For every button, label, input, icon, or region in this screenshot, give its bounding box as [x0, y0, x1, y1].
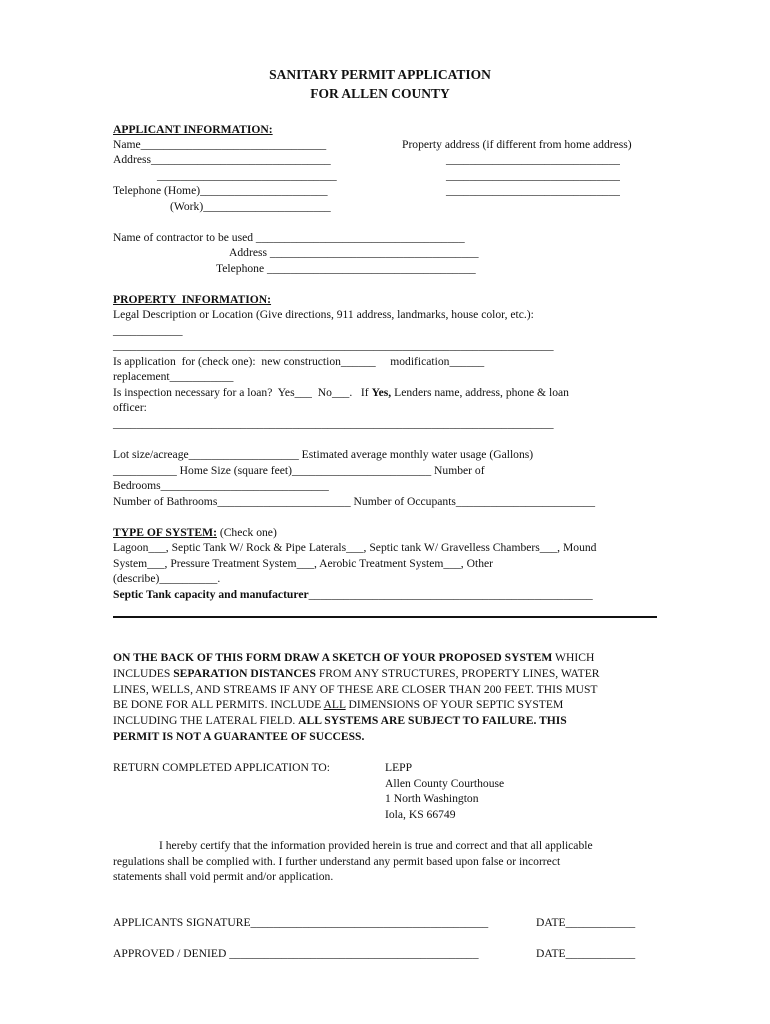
legal-description-line2[interactable]: ____________________________________________________________________________: [113, 339, 554, 352]
notice-line1-rest: WHICH: [552, 651, 595, 664]
system-type-heading: [113, 526, 277, 540]
notice-line1-bold: ON THE BACK OF THIS FORM DRAW A SKETCH OF YOUR PROPOSED SYSTEM: [113, 651, 553, 664]
replacement-field[interactable]: replacement___________: [113, 370, 234, 383]
bathrooms-occupants-field[interactable]: Number of Bathrooms_______________________ Number of Occupants________________________: [113, 495, 596, 508]
applicant-address-field[interactable]: Address_______________________________: [113, 153, 331, 166]
signature-date-field[interactable]: DATE____________: [536, 916, 636, 929]
application-type-field[interactable]: Is application for (check one): new construction______ modification______: [113, 355, 485, 368]
notice-line2-pre: INCLUDES: [113, 667, 174, 680]
septic-capacity-blank: _________________________________________________: [308, 588, 593, 601]
applicant-heading: APPLICANT INFORMATION:: [113, 123, 273, 136]
contractor-telephone-field[interactable]: Telephone ____________________________________: [216, 262, 476, 275]
property-address-label: Property address (if different from home address): [402, 138, 632, 151]
property-heading: PROPERTY INFORMATION:: [113, 293, 272, 306]
certify-line3: statements shall void permit and/or application.: [113, 870, 334, 883]
notice-line5-pre: INCLUDING THE LATERAL FIELD.: [113, 714, 299, 727]
return-address-line4: Iola, KS 66749: [385, 808, 456, 821]
notice-line2-bold: SEPARATION DISTANCES: [173, 667, 316, 680]
return-address-line3: 1 North Washington: [385, 792, 479, 805]
bedrooms-field[interactable]: Bedrooms_____________________________: [113, 479, 329, 492]
property-address-line2[interactable]: ______________________________: [446, 169, 620, 182]
return-address-line2: Allen County Courthouse: [385, 777, 505, 790]
form-title-line1: SANITARY PERMIT APPLICATION: [269, 67, 491, 82]
notice-line2: [113, 667, 600, 681]
property-address-line3[interactable]: ______________________________: [446, 184, 620, 197]
notice-line4-rest: DIMENSIONS OF YOUR SEPTIC SYSTEM: [345, 698, 564, 711]
approved-denied-field[interactable]: APPROVED / DENIED ___________________________________________: [113, 947, 479, 960]
property-address-line1[interactable]: ______________________________: [446, 153, 620, 166]
loan-inspection-question: Is inspection necessary for a loan? Yes___ No___. If: [113, 386, 372, 399]
system-options-line1[interactable]: Lagoon___, Septic Tank W/ Rock & Pipe Laterals___, Septic tank W/ Gravelless Chambers___, Mound: [113, 541, 597, 554]
home-size-field[interactable]: ___________ Home Size (square feet)________________________ Number of: [113, 464, 485, 477]
system-other-describe-field[interactable]: (describe)__________.: [113, 572, 221, 585]
notice-line2-rest: FROM ANY STRUCTURES, PROPERTY LINES, WATER: [315, 667, 600, 680]
loan-inspection-yes: Yes,: [371, 386, 392, 399]
notice-line3: LINES, WELLS, AND STREAMS IF ANY OF THESE ARE CLOSER THAN 200 FEET. THIS MUST: [113, 683, 598, 696]
form-title-line2: FOR ALLEN COUNTY: [310, 86, 450, 101]
notice-line4-pre: BE DONE FOR ALL PERMITS. INCLUDE: [113, 698, 324, 711]
return-label: RETURN COMPLETED APPLICATION TO:: [113, 761, 330, 774]
septic-capacity-label: Septic Tank capacity and manufacturer: [113, 588, 309, 601]
septic-capacity-field[interactable]: [113, 588, 593, 602]
legal-description-label: Legal Description or Location (Give directions, 911 address, landmarks, house color, etc.):: [113, 308, 534, 321]
return-address-line1: LEPP: [385, 761, 413, 774]
telephone-work-field[interactable]: (Work)______________________: [170, 200, 331, 213]
legal-description-field[interactable]: ____________: [113, 324, 183, 337]
notice-line5: [113, 714, 567, 728]
applicant-address-line2[interactable]: _______________________________: [157, 169, 337, 182]
notice-line4: [113, 698, 563, 712]
system-options-line2[interactable]: System___, Pressure Treatment System___, Aerobic Treatment System___, Other: [113, 557, 493, 570]
telephone-home-field[interactable]: Telephone (Home)______________________: [113, 184, 328, 197]
applicant-name-field[interactable]: Name________________________________: [113, 138, 327, 151]
system-type-title: TYPE OF SYSTEM:: [113, 526, 217, 539]
certify-line2: regulations shall be complied with. I further understand any permit based upon false or incorrect: [113, 855, 561, 868]
contractor-address-field[interactable]: Address ____________________________________: [229, 246, 479, 259]
certify-line1: I hereby certify that the information provided herein is true and correct and that all applicable: [159, 839, 593, 852]
section-divider: [113, 616, 657, 618]
notice-line5-bold: ALL SYSTEMS ARE SUBJECT TO FAILURE. THIS: [298, 714, 567, 727]
loan-officer-label: officer:: [113, 401, 147, 414]
system-type-check-one: (Check one): [216, 526, 277, 539]
contractor-name-field[interactable]: Name of contractor to be used ____________________________________: [113, 231, 465, 244]
lot-size-field[interactable]: Lot size/acreage___________________ Estimated average monthly water usage (Gallons): [113, 448, 534, 461]
notice-line1: [113, 651, 594, 665]
loan-inspection-lender: Lenders name, address, phone & loan: [391, 386, 569, 399]
approval-date-field[interactable]: DATE____________: [536, 947, 636, 960]
applicant-signature-field[interactable]: APPLICANTS SIGNATURE_________________________________________: [113, 916, 489, 929]
notice-line6: PERMIT IS NOT A GUARANTEE OF SUCCESS.: [113, 730, 365, 743]
loan-officer-field[interactable]: ____________________________________________________________________________: [113, 417, 554, 430]
loan-inspection-field[interactable]: [113, 386, 569, 400]
notice-line4-all: ALL: [323, 698, 346, 711]
